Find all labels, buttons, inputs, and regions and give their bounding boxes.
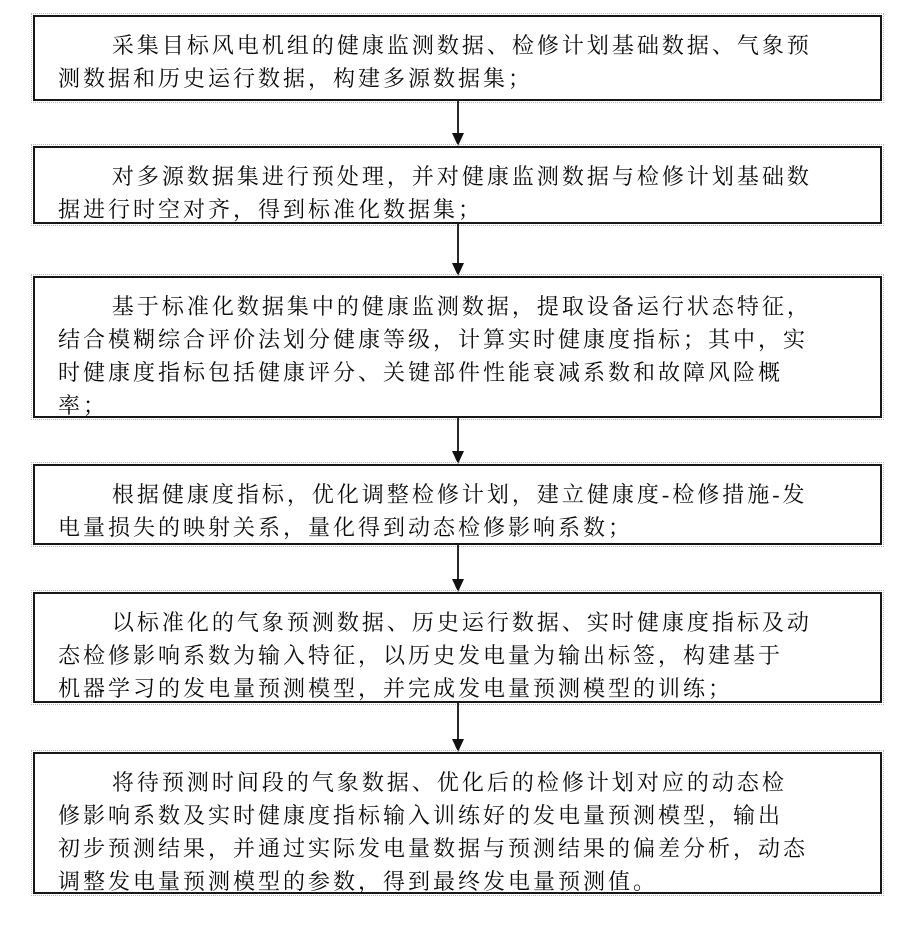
arrow-stem [457,418,459,451]
step-text-line: 以标准化的气象预测数据、历史运行数据、实时健康度指标及动 [111,610,812,635]
step-text-line: 时健康度指标包括健康评分、关键部件性能衰减系数和故障风险概 [58,360,784,385]
arrow-head [452,451,464,464]
arrow-down-icon [451,224,465,276]
step-text-line: 修影响系数及实时健康度指标输入训练好的发电量预测模型，输出 [58,803,784,828]
step-text-line: 据进行时空对齐，得到标准化数据集； [58,197,484,222]
arrow-head [452,579,464,592]
step-text-line: 测数据和历史运行数据，构建多源数据集； [58,66,534,91]
arrow-down-icon [451,703,465,752]
flow-step-2 [33,146,882,224]
step-text-line: 调整发电量预测模型的参数，得到最终发电量预测值。 [58,869,659,894]
arrow-head [452,133,464,146]
flow-step-5 [33,592,882,703]
arrow-stem [457,224,459,263]
arrow-down-icon [451,545,465,592]
step-text-line: 对多源数据集进行预处理，并对健康监测数据与检修计划基础数 [111,164,812,189]
step-text-line: 采集目标风电机组的健康监测数据、检修计划基础数据、气象预 [111,33,812,58]
arrow-stem [457,545,459,579]
step-text-line: 态检修影响系数为输入特征，以历史发电量为输出标签，构建基于 [58,643,784,668]
step-text-line: 基于标准化数据集中的健康监测数据，提取设备运行状态特征， [111,294,812,319]
flow-step-4 [33,464,882,545]
arrow-down-icon [451,101,465,146]
step-text-line: 根据健康度指标，优化调整检修计划，建立健康度-检修措施-发 [111,482,808,507]
arrow-down-icon [451,418,465,464]
step-text-line: 电量损失的映射关系，量化得到动态检修影响系数； [58,515,634,540]
step-text-line: 将待预测时间段的气象数据、优化后的检修计划对应的动态检 [111,770,787,795]
arrow-head [452,263,464,276]
step-text-line: 初步预测结果，并通过实际发电量数据与预测结果的偏差分析，动态 [58,836,809,861]
arrow-stem [457,703,459,739]
arrow-head [452,739,464,752]
arrow-stem [457,101,459,133]
flow-step-1 [33,15,882,101]
step-text-line: 结合模糊综合评价法划分健康等级，计算实时健康度指标；其中，实 [58,327,809,352]
flow-step-3 [33,276,882,418]
step-text-line: 率； [58,393,109,418]
flow-step-6 [33,752,882,894]
step-text-line: 机器学习的发电量预测模型，并完成发电量预测模型的训练； [58,676,734,701]
